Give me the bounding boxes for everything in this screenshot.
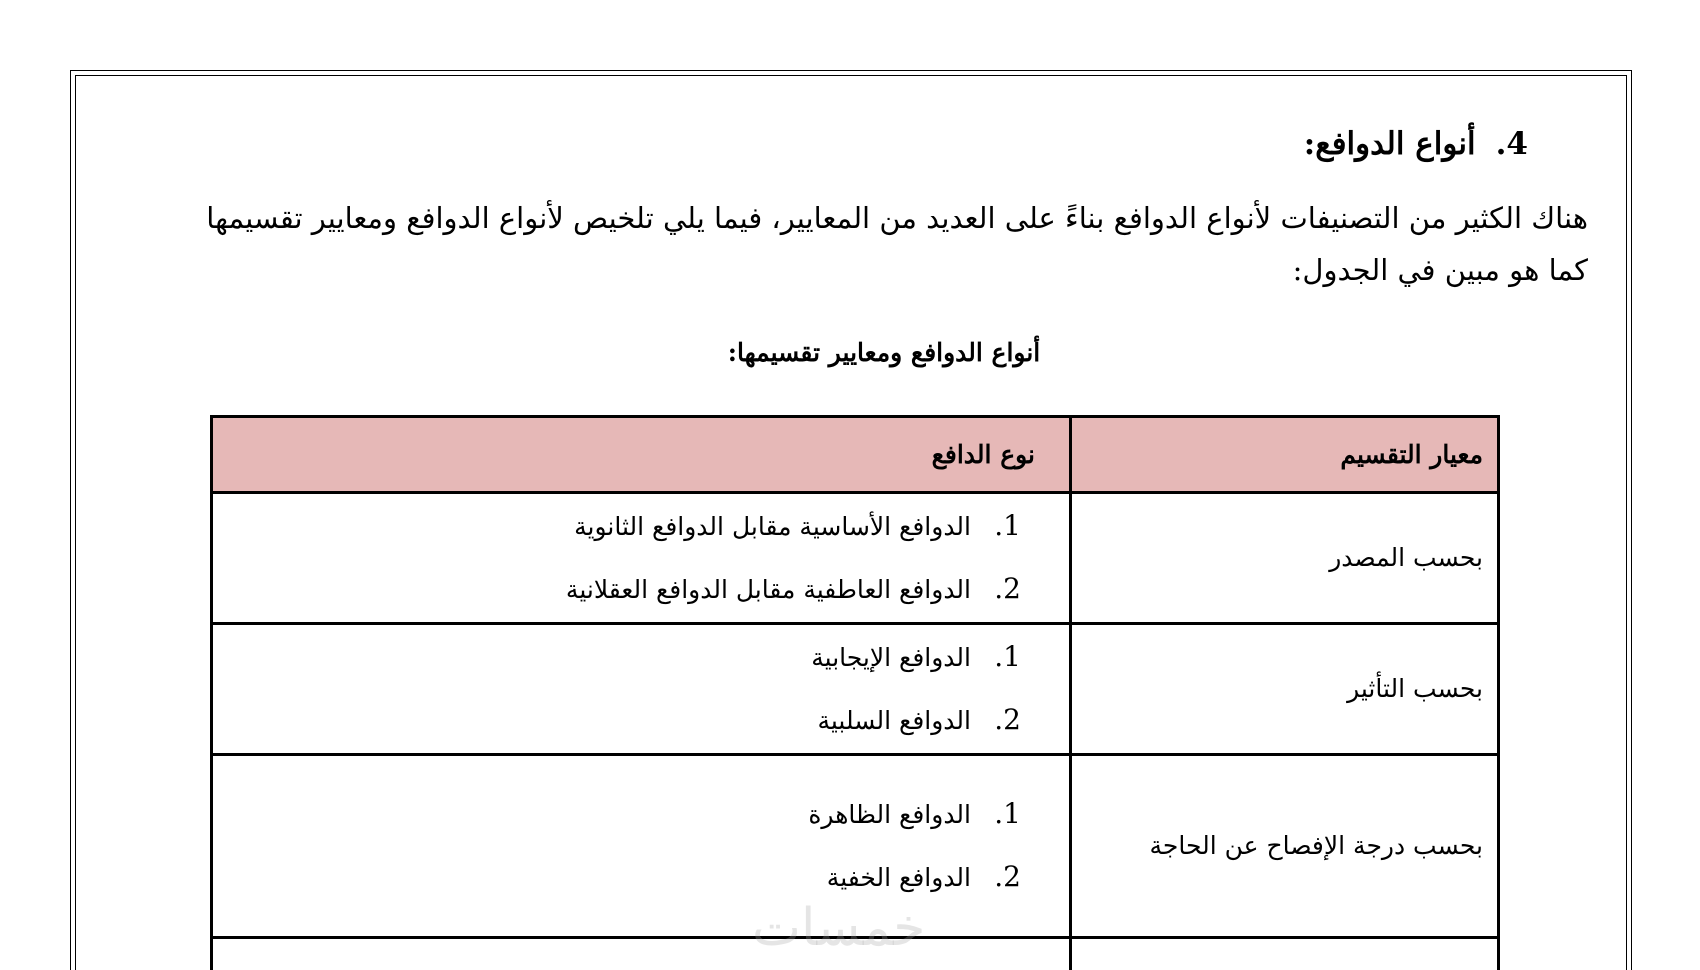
list-item [227, 495, 1021, 558]
table-caption: أنواع الدوافع ومعايير تقسيمها: [727, 338, 1041, 367]
criterion-cell: بحسب المصدر [1071, 493, 1499, 624]
type-list [227, 495, 1021, 621]
watermark-logo: خمسات [752, 898, 926, 958]
table-header-row [212, 417, 1499, 493]
types-cell [212, 624, 1071, 755]
list-item [227, 783, 1021, 846]
criterion-cell: بحسب التأثير [1071, 624, 1499, 755]
list-label: الدوافع الظاهرة [808, 800, 971, 829]
header-type: نوع الدافع [212, 417, 1071, 493]
list-item [227, 558, 1021, 621]
list-index: 1. [994, 797, 1021, 830]
table-row [212, 624, 1499, 755]
list-index: 1. [994, 640, 1021, 673]
type-list [227, 626, 1021, 752]
types-cell-empty [212, 938, 1071, 970]
type-list [227, 783, 1021, 909]
table-row [212, 493, 1499, 624]
section-heading [1304, 126, 1528, 162]
list-label: الدوافع العاطفية مقابل الدوافع العقلانية [565, 575, 971, 604]
list-label: الدوافع الأساسية مقابل الدوافع الثانوية [574, 512, 971, 541]
list-label: الدوافع الخفية [826, 863, 971, 892]
section-title: أنواع الدوافع: [1303, 126, 1476, 162]
intro-paragraph: هناك الكثير من التصنيفات لأنواع الدوافع بناءً على العديد من المعايير، فيما يلي تلخيص لأنواع الدوافع ومعايير تقسيمها كما هو مبين في الجدول: [206, 201, 1588, 287]
list-item [227, 689, 1021, 752]
criterion-cell-empty [1071, 938, 1499, 970]
types-cell [212, 755, 1071, 938]
list-index: 2. [994, 572, 1021, 605]
list-item [227, 626, 1021, 689]
motives-types-table [210, 415, 1500, 970]
list-index: 2. [994, 860, 1021, 893]
criterion-cell: بحسب درجة الإفصاح عن الحاجة [1071, 755, 1499, 938]
list-label: الدوافع السلبية [817, 706, 971, 735]
list-index: 2. [994, 703, 1021, 736]
types-cell [212, 493, 1071, 624]
list-label: الدوافع الإيجابية [811, 643, 971, 672]
header-criterion: معيار التقسيم [1071, 417, 1499, 493]
list-index: 1. [994, 509, 1021, 542]
section-number: 4. [1495, 126, 1528, 162]
